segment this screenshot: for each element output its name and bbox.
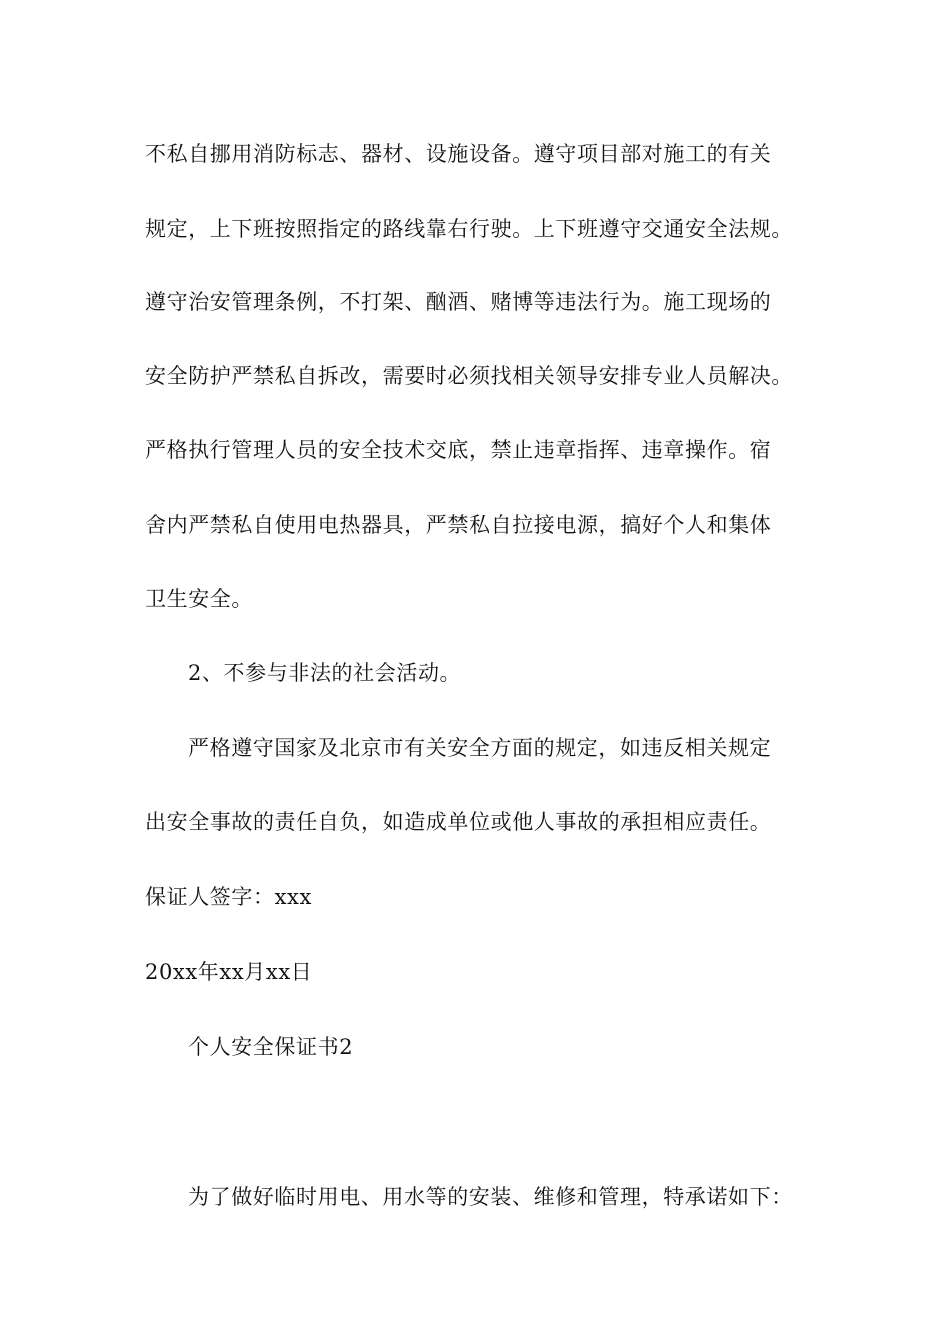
paragraph-line: 为了做好临时用电、用水等的安装、维修和管理，特承诺如下： bbox=[188, 1185, 793, 1209]
document-title: 个人安全保证书2 bbox=[188, 1035, 354, 1059]
paragraph-line: 规定，上下班按照指定的路线靠右行驶。上下班遵守交通安全法规。 bbox=[145, 217, 793, 241]
paragraph-line: 遵守治安管理条例，不打架、酗酒、赌博等违法行为。施工现场的 bbox=[145, 290, 772, 314]
paragraph-line: 严格遵守国家及北京市有关安全方面的规定，如违反相关规定 bbox=[188, 736, 772, 760]
paragraph-line: 卫生安全。 bbox=[145, 587, 253, 611]
paragraph-line: 不私自挪用消防标志、器材、设施设备。遵守项目部对施工的有关 bbox=[145, 142, 772, 166]
section-heading: 2、不参与非法的社会活动。 bbox=[188, 661, 462, 685]
paragraph-line: 舍内严禁私自使用电热器具，严禁私自拉接电源，搞好个人和集体 bbox=[145, 513, 772, 537]
signature-line: 保证人签字：xxx bbox=[145, 885, 312, 909]
paragraph-line: 出安全事故的责任自负，如造成单位或他人事故的承担相应责任。 bbox=[145, 810, 772, 834]
paragraph-line: 安全防护严禁私自拆改，需要时必须找相关领导安排专业人员解决。 bbox=[145, 364, 793, 388]
paragraph-line: 严格执行管理人员的安全技术交底，禁止违章指挥、违章操作。宿 bbox=[145, 438, 772, 462]
date-line: 20xx年xx月xx日 bbox=[145, 960, 313, 984]
